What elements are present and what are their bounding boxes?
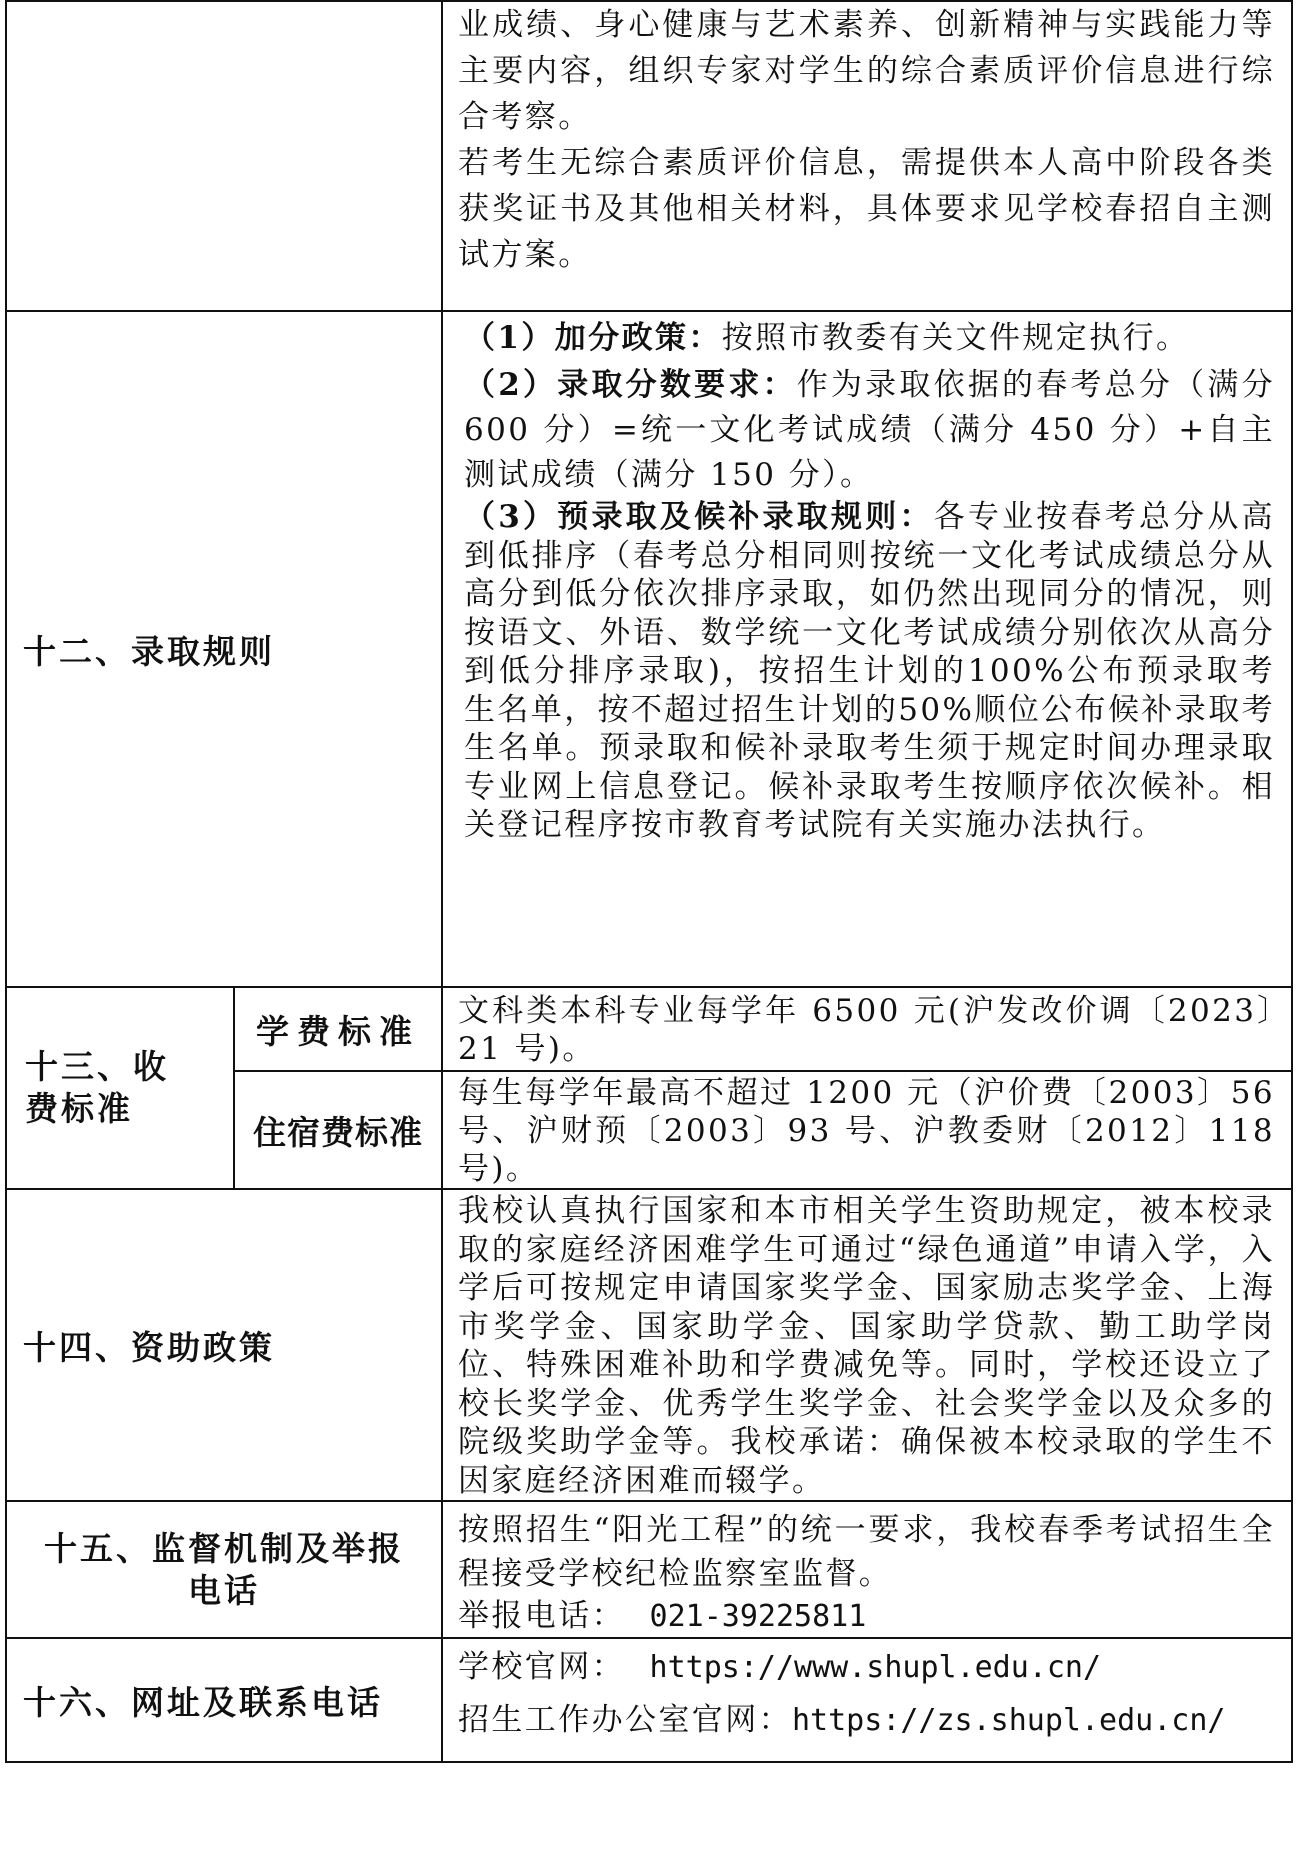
evaluation-content-cell: [442, 1, 1292, 311]
tuition-content-cell: [442, 987, 1292, 1071]
supervision-content-cell: [442, 1501, 1292, 1638]
admissions-site-line: [458, 1694, 1275, 1747]
table-row-evaluation: [6, 1, 1292, 311]
admissions-site-label: 招生工作办公室官网：: [458, 1702, 792, 1738]
fees-label-text: 十三、收费标准: [25, 1047, 169, 1128]
admission-rules-content-cell: [442, 311, 1292, 987]
admissions-site-link[interactable]: https://zs.shupl.edu.cn/: [792, 1703, 1226, 1738]
report-phone-label: 举报电话：: [458, 1598, 625, 1634]
aid-label: 十四、资助政策: [6, 1189, 442, 1501]
table-row-tuition: [6, 987, 1292, 1071]
contact-label: 十六、网址及联系电话: [6, 1638, 442, 1762]
admission-order-paragraph: [458, 498, 1275, 845]
table-row-admission-rules: [6, 311, 1292, 987]
fees-label: [6, 987, 234, 1189]
bonus-policy-text: 按照市教委有关文件规定执行。: [721, 320, 1190, 356]
table-row-contact: [6, 1638, 1292, 1762]
dormitory-text: 每生每学年最高不超过 1200 元（沪价费〔2003〕56 号、沪财预〔2003〕93 号、沪教委财〔2012〕118 号)。: [458, 1075, 1275, 1187]
tuition-text: 文科类本科专业每学年 6500 元(沪发改价调〔2023〕21 号)。: [458, 993, 1275, 1067]
table-row-aid: [6, 1189, 1292, 1501]
report-phone-line: [458, 1596, 1275, 1637]
score-requirement-paragraph: [458, 363, 1275, 498]
dormitory-content-cell: [442, 1071, 1292, 1189]
score-requirement-heading: （2）录取分数要求：: [464, 367, 797, 403]
contact-content-cell: [442, 1638, 1292, 1762]
tuition-label: 学费标准: [234, 987, 442, 1071]
admissions-table: [5, 0, 1293, 1763]
evaluation-paragraph-1: 业成绩、身心健康与艺术素养、创新精神与实践能力等主要内容，组织专家对学生的综合素质评价信息进行综合考察。: [458, 7, 1275, 135]
table-row-supervision: [6, 1501, 1292, 1638]
aid-text: 我校认真执行国家和本市相关学生资助规定，被本校录取的家庭经济困难学生可通过“绿色通道”申请入学，入学后可按规定申请国家奖学金、国家励志奖学金、上海市奖学金、国家助学金、国家助学贷款、勤工助学岗位、特殊困难补助和学费减免等。同时，学校还设立了校长奖学金、优秀学生奖学金、社会奖学金以及众多的院级奖助学金等。我校承诺：确保被本校录取的学生不因家庭经济困难而辍学。: [458, 1193, 1275, 1499]
admission-order-text: 各专业按春考总分从高到低排序（春考总分相同则按统一文化考试成绩总分从高分到低分依次排序录取，如仍然出现同分的情况，则按语文、外语、数学统一文化考试成绩分别依次从高分到低分排序录取)，按招生计划的100%公布预录取考生名单，按不超过招生计划的50%顺位公布候补录取考生名单。预录取和候补录取考生须于规定时间办理录取专业网上信息登记。候补录取考生按顺序依次候补。相关登记程序按市教育考试院有关实施办法执行。: [464, 499, 1276, 843]
school-site-label: 学校官网：: [458, 1649, 625, 1685]
supervision-label-text: 十五、监督机制及举报电话: [44, 1528, 404, 1610]
aid-content-cell: [442, 1189, 1292, 1501]
admission-order-heading: （3）预录取及候补录取规则：: [464, 499, 934, 535]
supervision-label: [6, 1501, 442, 1638]
report-phone-number: 021-39225811: [649, 1599, 867, 1634]
bonus-policy-paragraph: [458, 316, 1275, 361]
score-requirement-text: 作为录取依据的春考总分（满分 600 分）=统一文化考试成绩（满分 450 分）+自主测试成绩（满分 150 分）。: [464, 367, 1275, 493]
school-site-link[interactable]: https://www.shupl.edu.cn/: [649, 1650, 1102, 1685]
bonus-policy-heading: （1）加分政策：: [464, 320, 722, 356]
empty-label-cell: [6, 1, 442, 311]
admission-rules-label: 十二、录取规则: [6, 311, 442, 987]
dormitory-label: 住宿费标准: [234, 1071, 442, 1189]
supervision-text: 按照招生“阳光工程”的统一要求，我校春季考试招生全程接受学校纪检监察室监督。: [458, 1512, 1275, 1592]
evaluation-paragraph-2: 若考生无综合素质评价信息，需提供本人高中阶段各类获奖证书及其他相关材料，具体要求见学校春招自主测试方案。: [458, 145, 1275, 273]
school-site-line: [458, 1641, 1275, 1694]
